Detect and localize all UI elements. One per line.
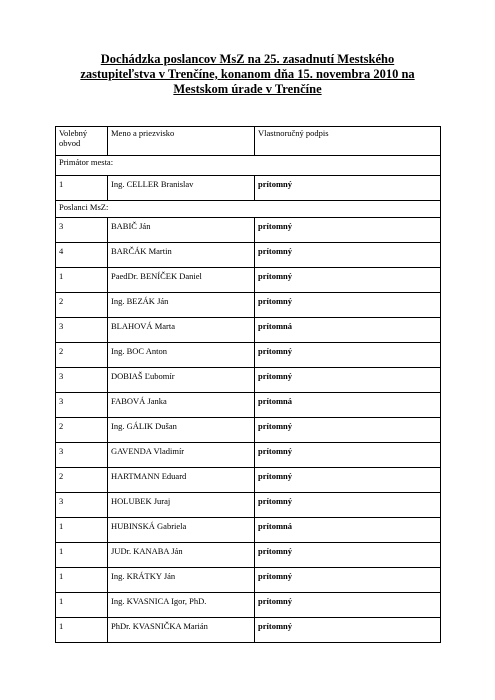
header-name: Meno a priezvisko (108, 127, 255, 156)
title-line: Mestskom úrade v Trenčíne (173, 82, 322, 96)
header-signature: Vlastnoručný podpis (255, 127, 441, 156)
name-cell (108, 268, 255, 293)
title-line: Dochádzka poslancov MsZ na 25. zasadnutí Mestského (100, 52, 395, 66)
given-name: Gabriela (157, 521, 187, 531)
section-label: Primátor mesta: (56, 156, 441, 176)
name-cell (108, 518, 255, 543)
surname: BABIČ (111, 221, 137, 231)
given-name: Ján (139, 221, 151, 231)
district-cell: 2 (56, 418, 108, 443)
title-line: zastupiteľstva v Trenčíne, konanom dňa 15. novembra 2010 na (80, 67, 415, 81)
district-cell: 1 (56, 268, 108, 293)
name-cell (108, 568, 255, 593)
name-cell (108, 243, 255, 268)
signature-cell: prítomný (255, 543, 441, 568)
table-row (56, 593, 441, 618)
district-cell: 3 (56, 393, 108, 418)
surname: HOLUBEK (111, 496, 152, 506)
surname: GÁLIK (126, 421, 154, 431)
title-prefix: PaedDr. (111, 271, 139, 281)
name-cell (108, 418, 255, 443)
title-prefix: JUDr. (111, 546, 132, 556)
title-prefix: Ing. (111, 296, 125, 306)
surname: KANABA (133, 546, 170, 556)
surname: GAVENDA (111, 446, 152, 456)
title-prefix: PhDr. (111, 621, 131, 631)
given-name: Vladimír (153, 446, 185, 456)
district-cell: 1 (56, 618, 108, 643)
signature-cell: prítomný (255, 618, 441, 643)
district-cell: 2 (56, 293, 108, 318)
section-label: Poslanci MsZ: (56, 201, 441, 218)
table-row (56, 618, 441, 643)
given-name: Ján (163, 571, 176, 581)
name-cell (108, 618, 255, 643)
signature-cell: prítomný (255, 468, 441, 493)
district-cell: 2 (56, 343, 108, 368)
given-name: Dušan (155, 421, 177, 431)
district-cell: 1 (56, 543, 108, 568)
surname: HARTMANN (111, 471, 160, 481)
table-row (56, 293, 441, 318)
name-cell (108, 393, 255, 418)
surname: BEZÁK (126, 296, 155, 306)
signature-cell: prítomný (255, 268, 441, 293)
surname: BOC (126, 346, 145, 356)
surname: DOBIAŠ (111, 371, 143, 381)
district-cell: 1 (56, 568, 108, 593)
surname: BARČÁK (111, 246, 147, 256)
table-row (56, 218, 441, 243)
name-cell (108, 343, 255, 368)
given-name: Ján (171, 546, 183, 556)
signature-cell: prítomná (255, 393, 441, 418)
given-name: Branislav (160, 179, 194, 189)
district-cell: 3 (56, 318, 108, 343)
name-cell (108, 293, 255, 318)
name-cell (108, 593, 255, 618)
district-cell: 3 (56, 368, 108, 393)
table-header-row (56, 127, 441, 156)
signature-cell: prítomný (255, 368, 441, 393)
name-cell (108, 318, 255, 343)
district-cell: 3 (56, 493, 108, 518)
given-name: Marta (154, 321, 175, 331)
district-cell: 4 (56, 243, 108, 268)
surname: KVASNICA (126, 596, 169, 606)
given-name: Eduard (161, 471, 187, 481)
signature-cell: prítomný (255, 243, 441, 268)
table-row (56, 518, 441, 543)
signature-cell: prítomný (255, 343, 441, 368)
given-name: Igor, PhD. (171, 596, 207, 606)
table-row (56, 568, 441, 593)
table-row (56, 268, 441, 293)
name-cell (108, 468, 255, 493)
given-name: Daniel (179, 271, 202, 281)
district-cell: 3 (56, 443, 108, 468)
surname: KRÁTKY (126, 571, 162, 581)
table-row (56, 393, 441, 418)
title-prefix: Ing. (111, 421, 125, 431)
signature-cell: prítomný (255, 176, 441, 201)
name-cell (108, 443, 255, 468)
signature-cell: prítomný (255, 218, 441, 243)
table-row (56, 418, 441, 443)
given-name: Ľubomír (144, 371, 175, 381)
table-row (56, 176, 441, 201)
table-row (56, 368, 441, 393)
signature-cell: prítomný (255, 493, 441, 518)
district-cell: 1 (56, 518, 108, 543)
surname: CELLER (126, 179, 159, 189)
surname: HUBINSKÁ (111, 521, 155, 531)
given-name: Anton (145, 346, 167, 356)
table-row (56, 468, 441, 493)
name-cell (108, 493, 255, 518)
name-cell (108, 543, 255, 568)
given-name: Juraj (153, 496, 171, 506)
header-district: Volebný obvod (56, 127, 108, 156)
signature-cell: prítomný (255, 293, 441, 318)
document-title (0, 52, 495, 97)
table-row (56, 493, 441, 518)
given-name: Janka (147, 396, 167, 406)
signature-cell: prítomná (255, 518, 441, 543)
name-cell (108, 218, 255, 243)
district-cell: 3 (56, 218, 108, 243)
given-name: Martin (148, 246, 172, 256)
table-row (56, 443, 441, 468)
table-row (56, 543, 441, 568)
title-prefix: Ing. (111, 346, 125, 356)
name-cell (108, 176, 255, 201)
surname: KVASNIČKA (132, 621, 182, 631)
given-name: Marián (183, 621, 208, 631)
attendance-table (55, 126, 441, 643)
surname: FABOVÁ (111, 396, 146, 406)
table-row (56, 243, 441, 268)
signature-cell: prítomný (255, 418, 441, 443)
signature-cell: prítomná (255, 318, 441, 343)
district-cell: 1 (56, 176, 108, 201)
section-row (56, 156, 441, 176)
name-cell (108, 368, 255, 393)
title-prefix: Ing. (111, 571, 125, 581)
district-cell: 2 (56, 468, 108, 493)
section-row (56, 201, 441, 218)
title-prefix: Ing. (111, 596, 125, 606)
table-row (56, 318, 441, 343)
given-name: Ján (157, 296, 169, 306)
signature-cell: prítomný (255, 593, 441, 618)
surname: BLAHOVÁ (111, 321, 153, 331)
signature-cell: prítomný (255, 568, 441, 593)
district-cell: 1 (56, 593, 108, 618)
signature-cell: prítomný (255, 443, 441, 468)
table-row (56, 343, 441, 368)
surname: BENÍČEK (140, 271, 178, 281)
title-prefix: Ing. (111, 179, 125, 189)
